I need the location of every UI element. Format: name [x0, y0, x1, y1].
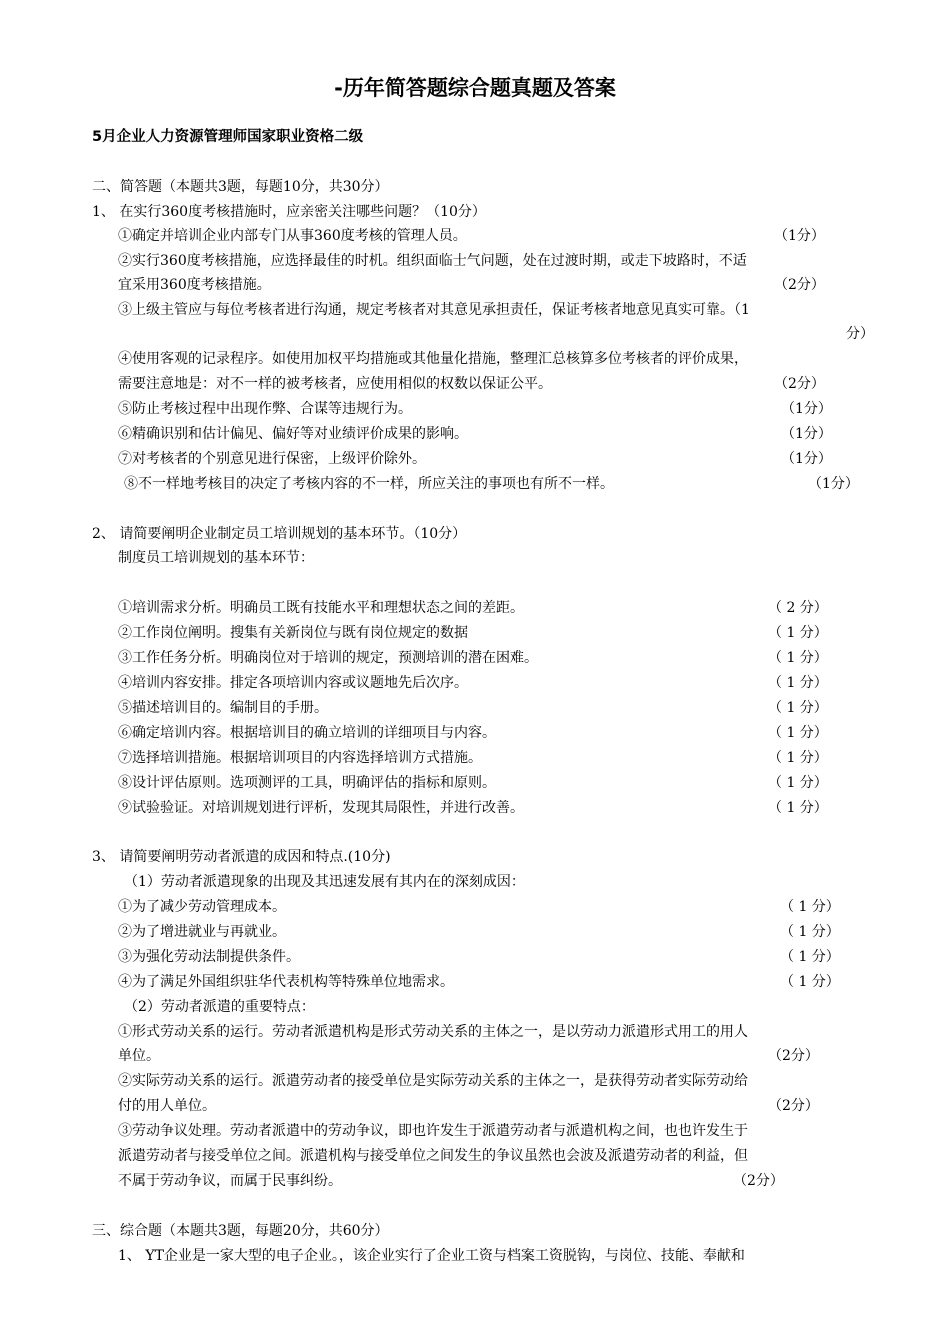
- answer-item: ⑤描述培训目的。编制目的手册。: [118, 700, 328, 716]
- answer-item: ⑧设计评估原则。选项测评的工具，明确评估的指标和原则。: [118, 775, 496, 791]
- answer-item: ①培训需求分析。明确员工既有技能水平和理想状态之间的差距。: [118, 600, 524, 616]
- page-title: -历年简答题综合题真题及答案: [334, 76, 616, 100]
- points-label: （1分）: [781, 451, 832, 467]
- answer-item: ⑦对考核者的个别意见进行保密，上级评价除外。: [118, 451, 426, 467]
- answer-item: ⑨试验验证。对培训规划进行评析，发现其局限性，并进行改善。: [118, 800, 524, 816]
- answer-item: ②工作岗位阐明。搜集有关新岗位与既有岗位规定的数据: [118, 625, 468, 641]
- section-heading: 三、综合题（本题共3题，每题20分，共60分）: [92, 1223, 389, 1239]
- answer-item-continued: 分）: [846, 326, 874, 342]
- answer-item: ③工作任务分析。明确岗位对于培训的规定，预测培训的潜在困难。: [118, 650, 538, 666]
- points-label: （ 1 分）: [780, 899, 840, 915]
- answer-subheading: （1）劳动者派遣现象的出现及其迅速发展有其内在的深刻成因：: [124, 874, 525, 890]
- points-label: （ 1 分）: [768, 750, 828, 766]
- answer-subheading: （2）劳动者派遣的重要特点：: [124, 999, 315, 1015]
- answer-item: ③上级主管应与每位考核者进行沟通，规定考核者对其意见承担责任，保证考核者地意见真实可靠。（1: [118, 302, 750, 318]
- points-label: （ 1 分）: [780, 949, 840, 965]
- answer-item: ③劳动争议处理。劳动者派遣中的劳动争议，即也许发生于派遣劳动者与派遣机构之间，也也许发生于: [118, 1123, 748, 1139]
- points-label: （1分）: [781, 401, 832, 417]
- points-label: （ 1 分）: [768, 800, 828, 816]
- answer-item: ④使用客观的记录程序。如使用加权平均措施或其他量化措施，整理汇总核算多位考核者的评价成果，: [118, 351, 748, 367]
- points-label: （ 1 分）: [780, 974, 840, 990]
- answer-item-continued: 宜采用360度考核措施。: [118, 277, 271, 293]
- answer-item: ⑤防止考核过程中出现作弊、合谋等违规行为。: [118, 401, 412, 417]
- answer-item: ①确定并培训企业内部专门从事360度考核的管理人员。: [118, 228, 467, 244]
- answer-item: ②为了增进就业与再就业。: [118, 924, 286, 940]
- answer-item: ⑥精确识别和估计偏见、偏好等对业绩评价成果的影响。: [118, 426, 468, 442]
- answer-item: ①为了减少劳动管理成本。: [118, 899, 286, 915]
- points-label: （1分）: [808, 476, 859, 492]
- question-3: 3、 请简要阐明劳动者派遣的成因和特点.(10分): [92, 849, 391, 865]
- points-label: （ 1 分）: [780, 924, 840, 940]
- points-label: （ 1 分）: [768, 675, 828, 691]
- points-label: （ 1 分）: [768, 700, 828, 716]
- points-label: （2分）: [768, 1048, 819, 1064]
- points-label: （ 1 分）: [768, 725, 828, 741]
- points-label: （ 1 分）: [768, 650, 828, 666]
- answer-item: ④培训内容安排。排定各项培训内容或议题地先后次序。: [118, 675, 468, 691]
- answer-item-continued: 不属于劳动争议，而属于民事纠纷。: [118, 1173, 342, 1189]
- answer-item: ②实行360度考核措施，应选择最佳的时机。组织面临士气问题，处在过渡时期，或走下坡路时，不适: [118, 253, 747, 269]
- points-label: （ 2 分）: [768, 600, 828, 616]
- question-1: 1、 YT企业是一家大型的电子企业。，该企业实行了企业工资与档案工资脱钩，与岗位、技能、奉献和: [118, 1248, 745, 1264]
- points-label: （ 1 分）: [768, 775, 828, 791]
- section-heading: 二、简答题（本题共3题，每题10分，共30分）: [92, 179, 389, 195]
- answer-item: ①形式劳动关系的运行。劳动者派遣机构是形式劳动关系的主体之一，是以劳动力派遣形式用工的用人: [118, 1024, 748, 1040]
- question-2: 2、 请简要阐明企业制定员工培训规划的基本环节。（10分）: [92, 526, 467, 542]
- answer-item: ②实际劳动关系的运行。派遣劳动者的接受单位是实际劳动关系的主体之一，是获得劳动者实际劳动给: [118, 1073, 748, 1089]
- answer-intro: 制度员工培训规划的基本环节：: [118, 550, 314, 566]
- answer-item: ⑦选择培训措施。根据培训项目的内容选择培训方式措施。: [118, 750, 482, 766]
- document-subtitle: 5月企业人力资源管理师国家职业资格二级: [92, 129, 364, 145]
- points-label: （1分）: [781, 426, 832, 442]
- answer-item: ③为强化劳动法制提供条件。: [118, 949, 300, 965]
- answer-item-continued: 单位。: [118, 1048, 160, 1064]
- points-label: （ 1 分）: [768, 625, 828, 641]
- answer-item-continued: 需要注意地是：对不一样的被考核者，应使用相似的权数以保证公平。: [118, 376, 552, 392]
- points-label: （2分）: [733, 1173, 784, 1189]
- answer-item: ⑧不一样地考核目的决定了考核内容的不一样，所应关注的事项也有所不一样。: [124, 476, 614, 492]
- points-label: （1分）: [774, 228, 825, 244]
- points-label: （2分）: [774, 277, 825, 293]
- points-label: （2分）: [768, 1098, 819, 1114]
- question-1: 1、 在实行360度考核措施时，应亲密关注哪些问题？（10分）: [92, 204, 486, 220]
- answer-item-continued: 付的用人单位。: [118, 1098, 216, 1114]
- answer-item: ④为了满足外国组织驻华代表机构等特殊单位地需求。: [118, 974, 454, 990]
- answer-item-continued: 派遣劳动者与接受单位之间。派遣机构与接受单位之间发生的争议虽然也会波及派遣劳动者的利益，但: [118, 1148, 748, 1164]
- points-label: （2分）: [774, 376, 825, 392]
- answer-item: ⑥确定培训内容。根据培训目的确立培训的详细项目与内容。: [118, 725, 496, 741]
